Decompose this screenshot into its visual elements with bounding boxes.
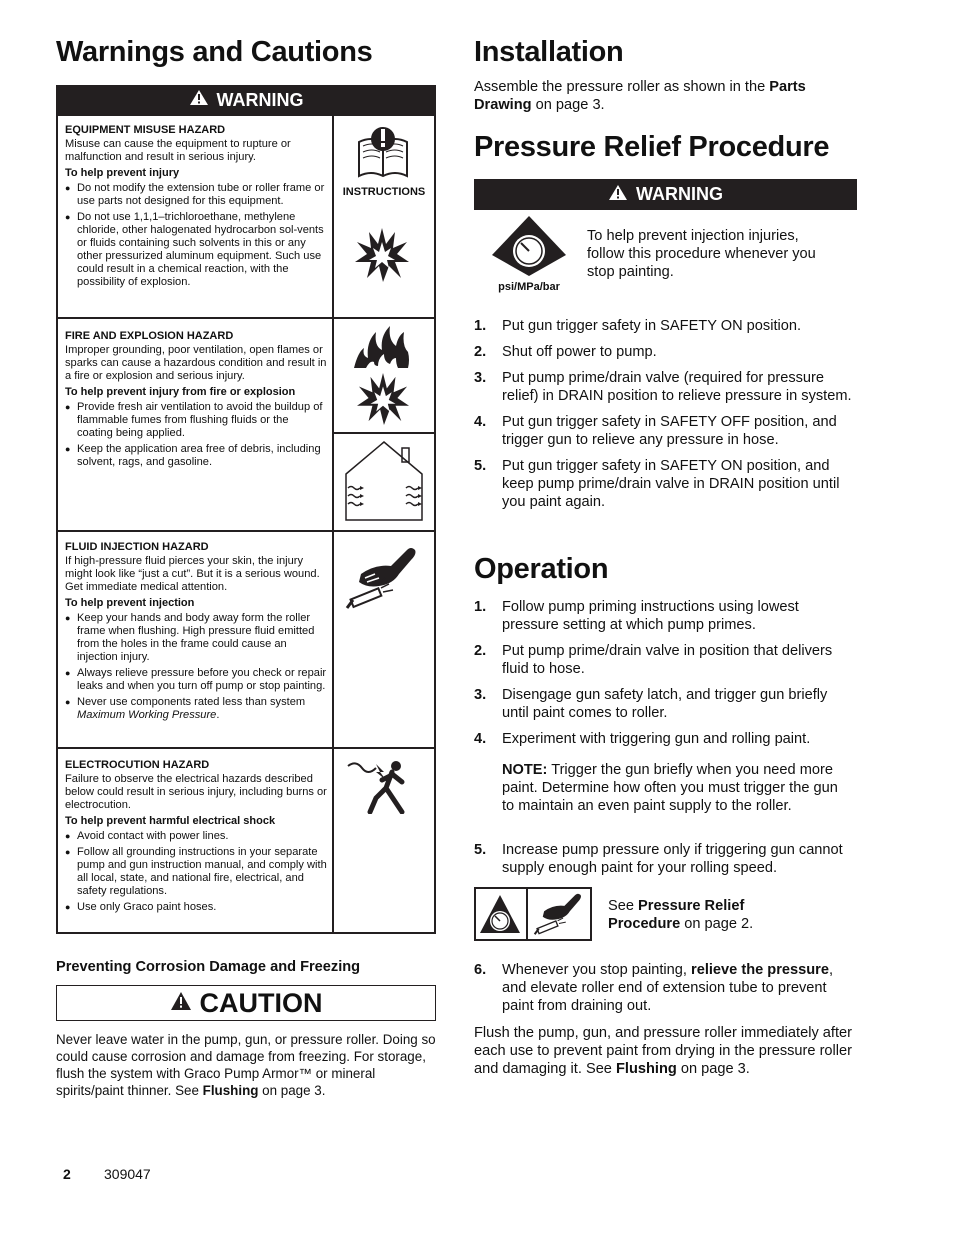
caution-banner: [56, 985, 436, 1021]
warning-label: WARNING: [216, 89, 304, 110]
explosion-icon: [355, 226, 409, 287]
step-text: Disengage gun safety latch, and trigger gun briefly until paint comes to roller.: [502, 687, 828, 721]
electro-hazard-desc: Failure to observe the electrical hazards described below could result in serious injury, including burns or electrocution.: [65, 773, 327, 811]
step-text: Put pump prime/drain valve in position that delivers fluid to hose.: [502, 643, 833, 677]
flame-icon: [352, 322, 412, 375]
step-number: 6.: [474, 962, 487, 978]
electro-hazard-cell: [65, 759, 327, 917]
step-text: Follow pump priming instructions using lowest pressure setting at which pump primes.: [502, 599, 799, 633]
step-text: Put gun trigger safety in SAFETY OFF position, and trigger gun to relieve any pressure in hose.: [502, 414, 837, 448]
operation-title: Operation: [474, 553, 609, 585]
list-item: ● Avoid contact with power lines.: [65, 830, 327, 843]
list-item: [65, 696, 327, 722]
relieve-pressure-text: relieve the pressure: [691, 962, 829, 978]
step-number-value: 2: [474, 344, 483, 360]
operation-step-6: [474, 961, 858, 1015]
equipment-hazard-cell: [65, 124, 327, 292]
doc-number: 309047: [104, 1166, 151, 1182]
relief-intro: To help prevent injection injuries, follow this procedure whenever you stop painting.: [587, 228, 816, 280]
installation-text-part: Assemble the pressure roller as shown in the: [474, 79, 770, 95]
flush-text-part: on page 3.: [676, 1061, 750, 1077]
warning-label: WARNING: [636, 184, 723, 204]
step-text: Shut off power to pump.: [502, 344, 657, 360]
injection-hazard-cell: [65, 541, 327, 725]
flushing-ref: Flushing: [202, 1083, 259, 1098]
step-text: Put gun trigger safety in SAFETY ON position.: [502, 318, 802, 334]
list-item: ● Do not use 1,1,1–trichloroethane, methylene chloride, other halogenated hydrocarbon sol-vents or fluids containing such solvents in this or any other pressurized aluminum equipment. Such use could result in a chemical reaction, with the possibility of explosion.: [65, 211, 327, 289]
list-item: ● Follow all grounding instructions in your separate pump and gun instruction manual, and comply with all local, state, and national fire, electrical, and safety regulations.: [65, 846, 327, 898]
explosion-icon: [357, 371, 409, 430]
pressure-relief-ref: Pressure Relief Procedure: [608, 898, 745, 932]
list-item: [474, 730, 858, 748]
pressure-gauge-icon: [478, 893, 522, 940]
see-text-part: See: [608, 898, 639, 914]
step-number-value: 1: [474, 599, 483, 615]
step-number: 4.: [474, 731, 487, 747]
step-number: 1.: [474, 599, 487, 615]
ventilation-house-icon: [340, 438, 428, 529]
note-body: Trigger the gun briefly when you need more paint. Determine how often you must trigger the gun to maintain an even paint supply to the roller.: [502, 762, 838, 814]
step-text: Whenever you stop painting,: [502, 962, 692, 978]
list-item: [474, 413, 858, 449]
step-number-value: 1: [474, 318, 483, 334]
step-number: 5.: [474, 458, 487, 474]
instructions-book-icon: [355, 122, 411, 185]
step-number-value: 4: [474, 414, 483, 430]
corrosion-text-part: on page 3.: [258, 1083, 326, 1098]
step-number-value: 6: [474, 962, 483, 978]
warning-banner: [56, 85, 436, 115]
step-number: 4.: [474, 414, 487, 430]
electro-prevent-heading: To help prevent harmful electrical shock: [65, 815, 276, 827]
list-item: ● Keep the application area free of debris, including solvent, rags, and gasoline.: [65, 443, 327, 469]
step-number: 3.: [474, 687, 487, 703]
caution-label: CAUTION: [199, 987, 323, 1018]
warning-triangle-icon: [189, 89, 209, 111]
warning-triangle-icon: [608, 184, 628, 206]
step-number-value: 5: [474, 842, 483, 858]
page-number: 2: [63, 1166, 71, 1182]
operation-steps: [474, 598, 858, 756]
electro-hazard-heading: ELECTROCUTION HAZARD: [65, 759, 210, 771]
step-number: 1.: [474, 318, 487, 334]
corrosion-text-part: Never leave water in the pump, gun, or pressure roller. Doing so could cause corrosion and damage from freezing. For storage, flush the system with Graco Pump Armor™ or mineral spirits/paint thinner. See: [56, 1032, 436, 1098]
list-item: ● Provide fresh air ventilation to avoid the buildup of flammable fumes from flushing fluids or the coating being applied.: [65, 401, 327, 440]
corrosion-title: Preventing Corrosion Damage and Freezing: [56, 959, 361, 975]
equipment-hazard-desc: Misuse can cause the equipment to rupture or malfunction and result in serious injury.: [65, 138, 291, 163]
note-text: [502, 761, 852, 815]
list-item: [474, 642, 858, 678]
installation-text-part: on page 3.: [531, 97, 605, 113]
step-text: , and elevate roller end of extension tube to prevent paint from draining out.: [502, 962, 834, 1014]
relief-warning-banner: [474, 179, 857, 210]
flush-text-part: Flush the pump, gun, and pressure roller immediately after each use to prevent paint from drying in the pressure roller and damaging it. See: [474, 1025, 853, 1077]
injection-hand-icon: [530, 891, 588, 942]
list-item: [474, 317, 858, 335]
step-text: Put pump prime/drain valve (required for pressure relief) in DRAIN position to relieve pressure in system.: [502, 370, 852, 404]
step-text: Increase pump pressure only if triggering gun cannot supply enough paint for your rolling speed.: [502, 842, 843, 876]
electrocution-person-icon: [346, 758, 410, 819]
list-item: [474, 961, 858, 1015]
injection-prevent-heading: To help prevent injection: [65, 597, 195, 609]
equipment-hazard-heading: EQUIPMENT MISUSE HAZARD: [65, 124, 226, 136]
operation-step-5: [474, 841, 858, 877]
max-working-pressure-text: Maximum Working Pressure: [77, 709, 217, 721]
flushing-ref: Flushing: [615, 1061, 677, 1077]
gauge-caption: psi/MPa/bar: [498, 281, 560, 293]
list-item: [474, 457, 858, 511]
flush-text: [474, 1024, 858, 1078]
step-number: 2.: [474, 643, 487, 659]
installation-text: [474, 78, 854, 114]
fire-hazard-cell: [65, 330, 327, 472]
step-number-value: 2: [474, 643, 483, 659]
step-number: 5.: [474, 842, 487, 858]
equipment-prevent-heading: To help prevent injury: [65, 167, 180, 179]
injection-hazard-heading: FLUID INJECTION HAZARD: [65, 541, 209, 553]
list-item: [474, 841, 858, 877]
injection-hand-icon: [345, 544, 421, 617]
list-item-text: Never use components rated less than system: [77, 696, 306, 708]
corrosion-text: [56, 1031, 442, 1099]
list-item: [474, 369, 858, 405]
relief-steps: [474, 317, 858, 511]
fire-hazard-desc: Improper grounding, poor ventilation, open flames or sparks can cause a hazardous condition and result in a fire or explosion and serious injury.: [65, 344, 327, 382]
step-text: Put gun trigger safety in SAFETY ON position, and keep pump prime/drain valve in DRAIN position until you paint again.: [502, 458, 840, 510]
see-relief-text: [608, 897, 808, 933]
parts-drawing-ref: Parts Drawing: [474, 79, 806, 113]
step-number: 2.: [474, 344, 487, 360]
list-item: ● Keep your hands and body away form the roller frame when flushing. High pressure fluid emitted from the holes in the frame could cause an injection injury.: [65, 612, 327, 664]
caution-triangle-icon: [170, 991, 192, 1016]
list-item: ● Always relieve pressure before you check or repair leaks and when you turn off pump or stop painting.: [65, 667, 327, 693]
step-text: Experiment with triggering gun and rolling paint.: [502, 731, 811, 747]
instructions-caption: INSTRUCTIONS: [342, 186, 426, 198]
step-number-value: 3: [474, 687, 483, 703]
list-item: ● Do not modify the extension tube or roller frame or use parts not designed for this equipment.: [65, 182, 327, 208]
step-number-value: 3: [474, 370, 483, 386]
list-item: [474, 686, 858, 722]
list-item: [474, 343, 858, 361]
list-item: [474, 598, 858, 634]
warnings-title: Warnings and Cautions: [56, 36, 373, 68]
list-item: ● Use only Graco paint hoses.: [65, 901, 327, 914]
note-label: NOTE:: [502, 762, 548, 778]
pressure-gauge-icon: [490, 215, 568, 282]
relief-title: Pressure Relief Procedure: [474, 131, 830, 163]
step-number-value: 4: [474, 731, 483, 747]
injection-hazard-desc: If high-pressure fluid pierces your skin, the injury might look like “just a cut”. But it is a serious wound. Get immediate medical attention.: [65, 555, 320, 593]
step-number: 3.: [474, 370, 487, 386]
fire-hazard-heading: FIRE AND EXPLOSION HAZARD: [65, 330, 234, 342]
see-text-part: on page 2.: [680, 916, 754, 932]
list-item-text: .: [216, 709, 220, 721]
step-number-value: 5: [474, 458, 483, 474]
installation-title: Installation: [474, 36, 624, 68]
fire-prevent-heading: To help prevent injury from fire or explosion: [65, 386, 296, 398]
